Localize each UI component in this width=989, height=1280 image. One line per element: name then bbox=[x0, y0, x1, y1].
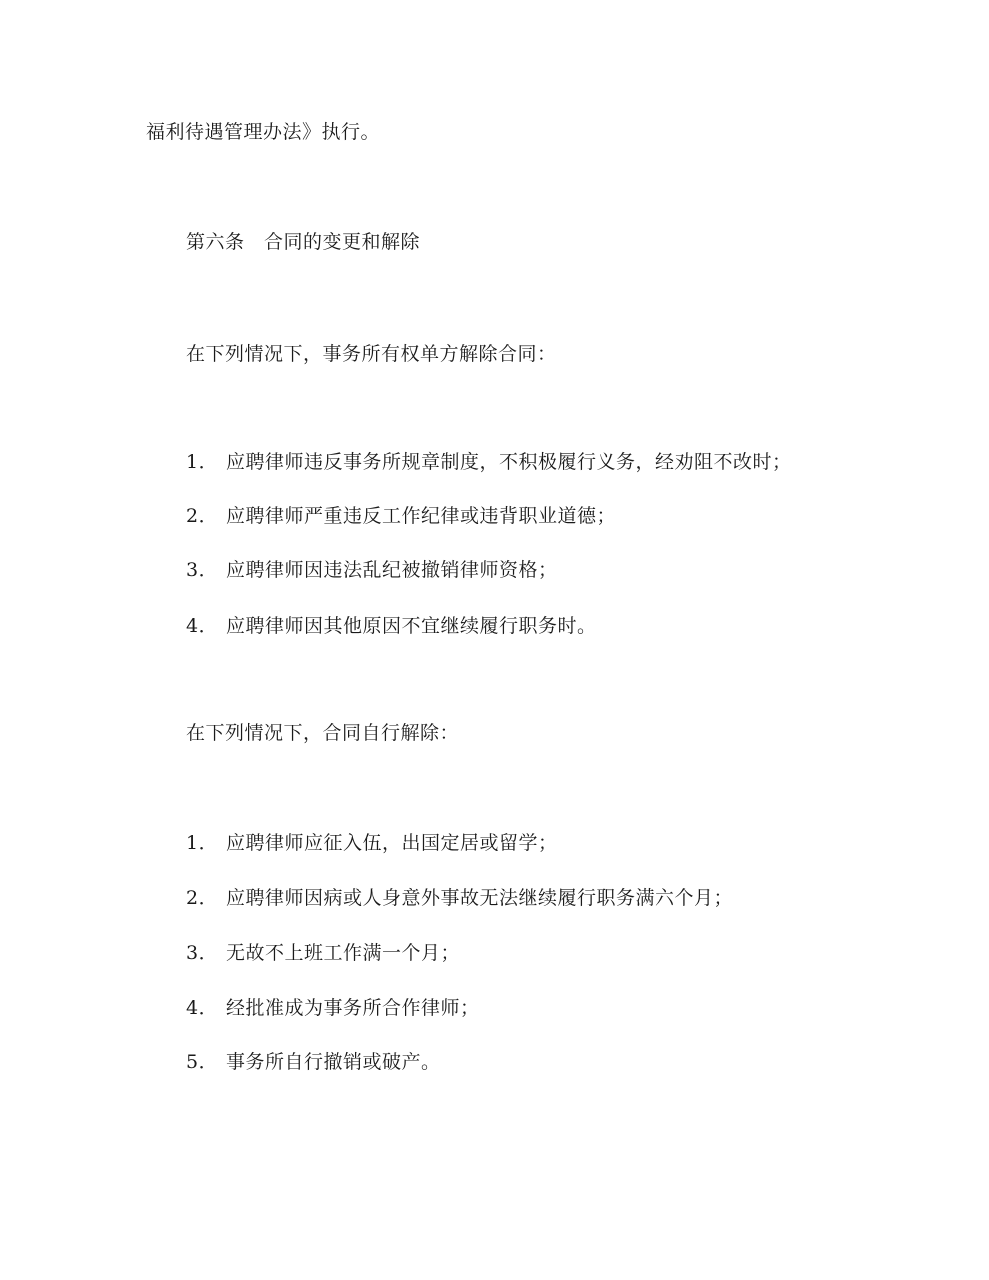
section1-intro: 在下列情况下，事务所有权单方解除合同： bbox=[186, 343, 557, 365]
list-item bbox=[186, 450, 792, 474]
section2-intro: 在下列情况下，合同自行解除： bbox=[186, 722, 460, 744]
list-item-number: 3． bbox=[186, 942, 219, 964]
list-item bbox=[186, 996, 480, 1020]
list-item-text: 经批准成为事务所合作律师； bbox=[226, 997, 480, 1019]
list-item-text: 无故不上班工作满一个月； bbox=[226, 942, 461, 964]
list-item bbox=[186, 504, 616, 528]
list-item bbox=[186, 941, 460, 965]
list-item bbox=[186, 831, 558, 855]
list-item-number: 1． bbox=[186, 451, 219, 473]
list-item bbox=[186, 1050, 441, 1074]
list-item-text: 应聘律师违反事务所规章制度，不积极履行义务，经劝阻不改时； bbox=[226, 451, 792, 473]
list-item bbox=[186, 614, 597, 638]
list-item-number: 5． bbox=[186, 1051, 219, 1073]
list-item bbox=[186, 886, 733, 910]
list-item-text: 应聘律师因违法乱纪被撤销律师资格； bbox=[226, 559, 558, 581]
continuation-line: 福利待遇管理办法》执行。 bbox=[146, 121, 381, 143]
list-item bbox=[186, 558, 558, 582]
list-item-number: 3． bbox=[186, 559, 219, 581]
list-item-text: 应聘律师严重违反工作纪律或违背职业道德； bbox=[226, 505, 617, 527]
list-item-text: 应聘律师因病或人身意外事故无法继续履行职务满六个月； bbox=[226, 887, 734, 909]
list-item-number: 2． bbox=[186, 887, 219, 909]
list-item-number: 4． bbox=[186, 997, 219, 1019]
list-item-text: 事务所自行撤销或破产。 bbox=[226, 1051, 441, 1073]
article-heading: 第六条 合同的变更和解除 bbox=[186, 231, 421, 253]
list-item-number: 4． bbox=[186, 615, 219, 637]
list-item-text: 应聘律师应征入伍，出国定居或留学； bbox=[226, 832, 558, 854]
list-item-text: 应聘律师因其他原因不宜继续履行职务时。 bbox=[226, 615, 597, 637]
list-item-number: 1． bbox=[186, 832, 219, 854]
list-item-number: 2． bbox=[186, 505, 219, 527]
